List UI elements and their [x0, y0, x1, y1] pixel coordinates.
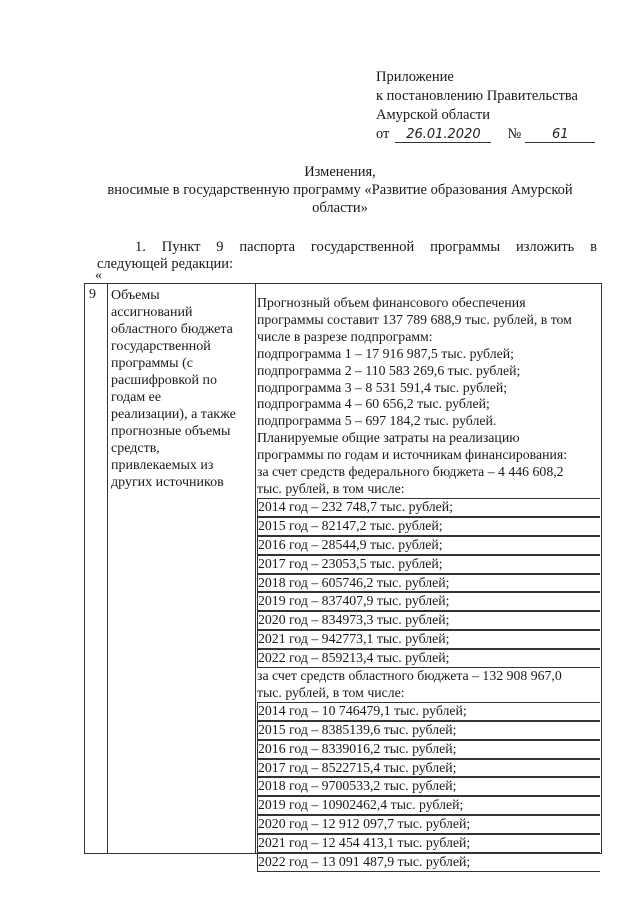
row-label-line: областного бюджета [111, 322, 233, 337]
paragraph-line-2: следующей редакции: [97, 256, 234, 272]
federal-year-entry: 2021 год – 942773,1 тыс. рублей; [257, 630, 600, 649]
handwritten-date: 26.01.2020 [395, 127, 491, 143]
regional-year-entry: 2016 год – 8339016,2 тыс. рублей; [257, 740, 600, 759]
content-line: подпрограмма 4 – 60 656,2 тыс. рублей; [257, 396, 490, 412]
content-line: программы по годам и источникам финансирования: [257, 447, 568, 463]
row-label-line: программы (с [111, 356, 193, 371]
table-column-divider-1 [107, 284, 108, 853]
regional-year-entry: 2018 год – 9700533,2 тыс. рублей; [257, 777, 600, 796]
content-line: подпрограмма 1 – 17 916 987,5 тыс. рублей; [257, 345, 514, 361]
content-line: за счет средств федерального бюджета – 4 446 608,2 [257, 464, 564, 480]
handwritten-number: 61 [525, 127, 595, 143]
federal-year-entry: 2014 год – 232 748,7 тыс. рублей; [257, 498, 600, 517]
row-label-line: прогнозные объемы [111, 424, 231, 439]
regional-year-entry: 2021 год – 12 454 413,1 тыс. рублей; [257, 834, 600, 853]
row-number-cell: 9 [89, 287, 96, 302]
appendix-resolution: к постановлению Правительства [376, 88, 578, 104]
content-line: подпрограмма 5 – 697 184,2 тыс. рублей. [257, 413, 497, 429]
appendix-region: Амурской области [376, 107, 490, 123]
row-label-line: средств, [111, 441, 160, 456]
opening-quote: « [95, 268, 102, 283]
content-line: за счет средств областного бюджета – 132 908 967,0 [257, 668, 562, 684]
appendix-date-number [376, 125, 616, 144]
content-line: числе в разрезе подпрограмм: [257, 328, 433, 344]
federal-year-entry: 2022 год – 859213,4 тыс. рублей; [257, 649, 600, 668]
regional-year-entry: 2020 год – 12 912 097,7 тыс. рублей; [257, 815, 600, 834]
content-line: Планируемые общие затраты на реализацию [257, 430, 520, 446]
document-title [80, 163, 600, 217]
appendix-title: Приложение [376, 69, 454, 85]
content-line: подпрограмма 2 – 110 583 269,6 тыс. рублей; [257, 362, 521, 378]
federal-year-entry: 2020 год – 834973,3 тыс. рублей; [257, 611, 600, 630]
content-line: тыс. рублей, в том числе: [257, 480, 405, 496]
title-line-1: Изменения, [304, 164, 376, 180]
row-label-line: других источников [111, 475, 224, 490]
regional-year-entry: 2022 год – 13 091 487,9 тыс. рублей; [257, 853, 600, 872]
paragraph-line-1: 1. Пункт 9 паспорта государственной программы изложить в [135, 239, 597, 255]
federal-year-entry: 2015 год – 82147,2 тыс. рублей; [257, 517, 600, 536]
content-line: Прогнозный объем финансового обеспечения [257, 295, 526, 310]
row-label-cell [111, 287, 261, 491]
regional-year-entry: 2015 год – 8385139,6 тыс. рублей; [257, 721, 600, 740]
row-label-line: реализации), а также [111, 407, 236, 422]
appendix-block [376, 68, 616, 144]
amendment-paragraph [97, 239, 597, 273]
number-label: № [507, 126, 522, 142]
row-label-line: ассигнований [111, 305, 193, 320]
regional-year-entry: 2014 год – 10 746479,1 тыс. рублей; [257, 702, 600, 721]
content-line: программы составит 137 789 688,9 тыс. рублей, в том [257, 311, 572, 327]
federal-year-entry: 2016 год – 28544,9 тыс. рублей; [257, 536, 600, 555]
content-line: подпрограмма 3 – 8 531 591,4 тыс. рублей; [257, 379, 508, 395]
title-line-2: вносимые в государственную программу «Развитие образования Амурской [107, 182, 573, 198]
row-label-line: привлекаемых из [111, 458, 214, 473]
row-label-line: государственной [111, 339, 211, 354]
federal-year-entry: 2019 год – 837407,9 тыс. рублей; [257, 592, 600, 611]
row-label-line: годам ее [111, 390, 162, 405]
regional-year-entry: 2019 год – 10902462,4 тыс. рублей; [257, 796, 600, 815]
passport-table [84, 283, 602, 870]
date-prefix: от [376, 126, 390, 142]
title-line-3: области» [312, 200, 368, 216]
federal-year-entry: 2018 год – 605746,2 тыс. рублей; [257, 574, 600, 593]
row-label-line: Объемы [111, 288, 160, 303]
regional-year-entry: 2017 год – 8522715,4 тыс. рублей; [257, 759, 600, 778]
federal-year-entry: 2017 год – 23053,5 тыс. рублей; [257, 555, 600, 574]
row-label-line: расшифровкой по [111, 373, 217, 388]
content-line: тыс. рублей, в том числе: [257, 684, 405, 700]
row-content-cell [257, 295, 600, 872]
